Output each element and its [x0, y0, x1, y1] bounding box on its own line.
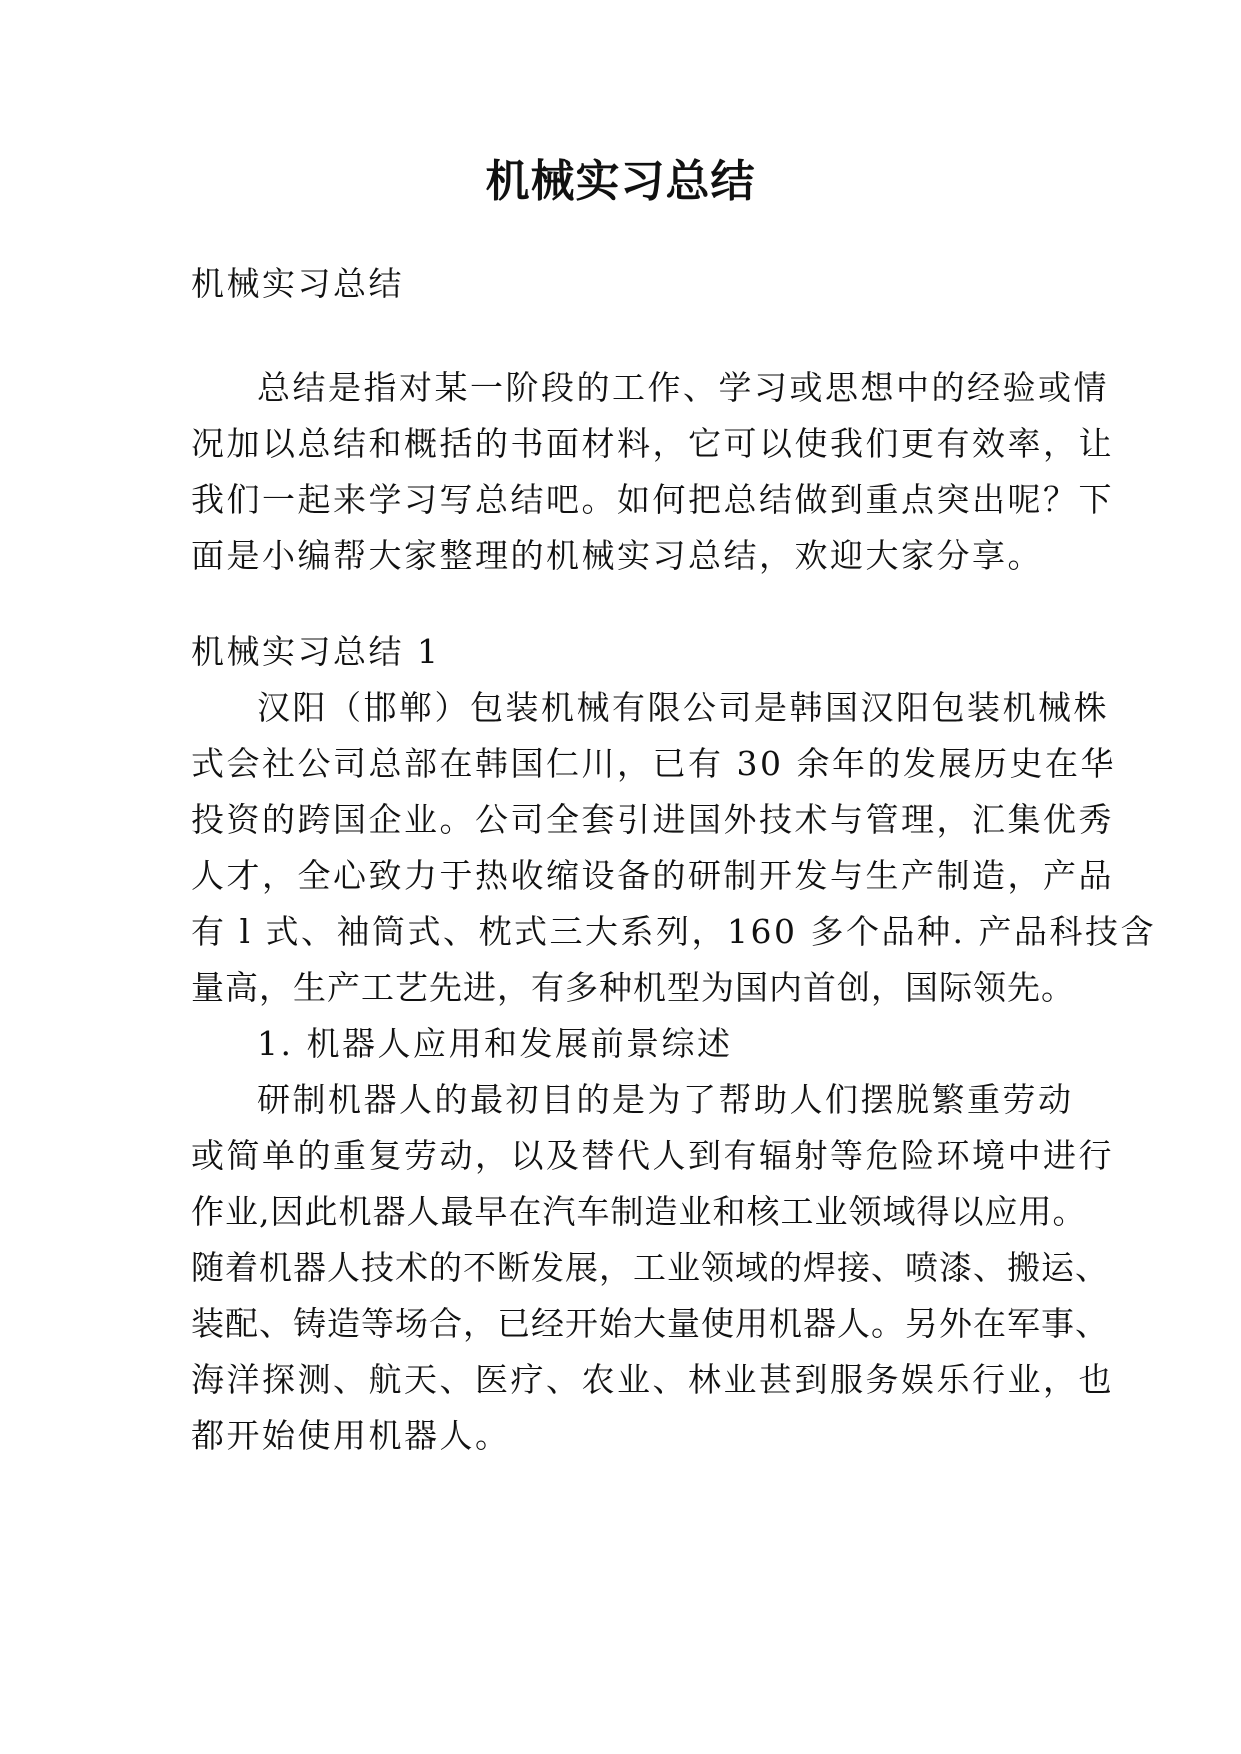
company-line: 式会社公司总部在韩国仁川，已有 30 余年的发展历史在华	[191, 744, 1116, 783]
company-line: 汉阳（邯郸）包装机械有限公司是韩国汉阳包装机械株	[257, 688, 1109, 727]
robot-line: 研制机器人的最初目的是为了帮助人们摆脱繁重劳动	[257, 1080, 1074, 1119]
robot-line: 或简单的重复劳动，以及替代人到有辐射等危险环境中进行	[191, 1136, 1114, 1175]
company-line: 投资的跨国企业。公司全套引进国外技术与管理，汇集优秀	[191, 800, 1114, 839]
robot-line: 都开始使用机器人。	[191, 1416, 511, 1455]
robot-line: 海洋探测、航天、医疗、农业、林业甚到服务娱乐行业，也	[191, 1360, 1114, 1399]
subheading: 1. 机器人应用和发展前景综述	[257, 1024, 733, 1063]
robot-line: 装配、铸造等场合，已经开始大量使用机器人。另外在军事、	[191, 1304, 1109, 1343]
robot-line: 作业,因此机器人最早在汽车制造业和核工业领域得以应用。	[191, 1192, 1087, 1231]
intro-line: 面是小编帮大家整理的机械实习总结，欢迎大家分享。	[191, 536, 1043, 575]
company-line: 有 l 式、袖筒式、枕式三大系列，160 多个品种. 产品科技含	[191, 912, 1156, 951]
subtitle: 机械实习总结	[191, 264, 404, 303]
company-line: 人才，全心致力于热收缩设备的研制开发与生产制造，产品	[191, 856, 1114, 895]
intro-line: 总结是指对某一阶段的工作、学习或思想中的经验或情	[257, 368, 1109, 407]
robot-line: 随着机器人技术的不断发展，工业领域的焊接、喷漆、搬运、	[191, 1248, 1109, 1287]
section-heading: 机械实习总结 1	[191, 632, 441, 671]
company-line: 量高，生产工艺先进，有多种机型为国内首创，国际领先。	[191, 968, 1075, 1007]
intro-line: 况加以总结和概括的书面材料，它可以使我们更有效率，让	[191, 424, 1114, 463]
intro-line: 我们一起来学习写总结吧。如何把总结做到重点突出呢？下	[191, 480, 1114, 519]
document-title: 机械实习总结	[485, 156, 756, 207]
